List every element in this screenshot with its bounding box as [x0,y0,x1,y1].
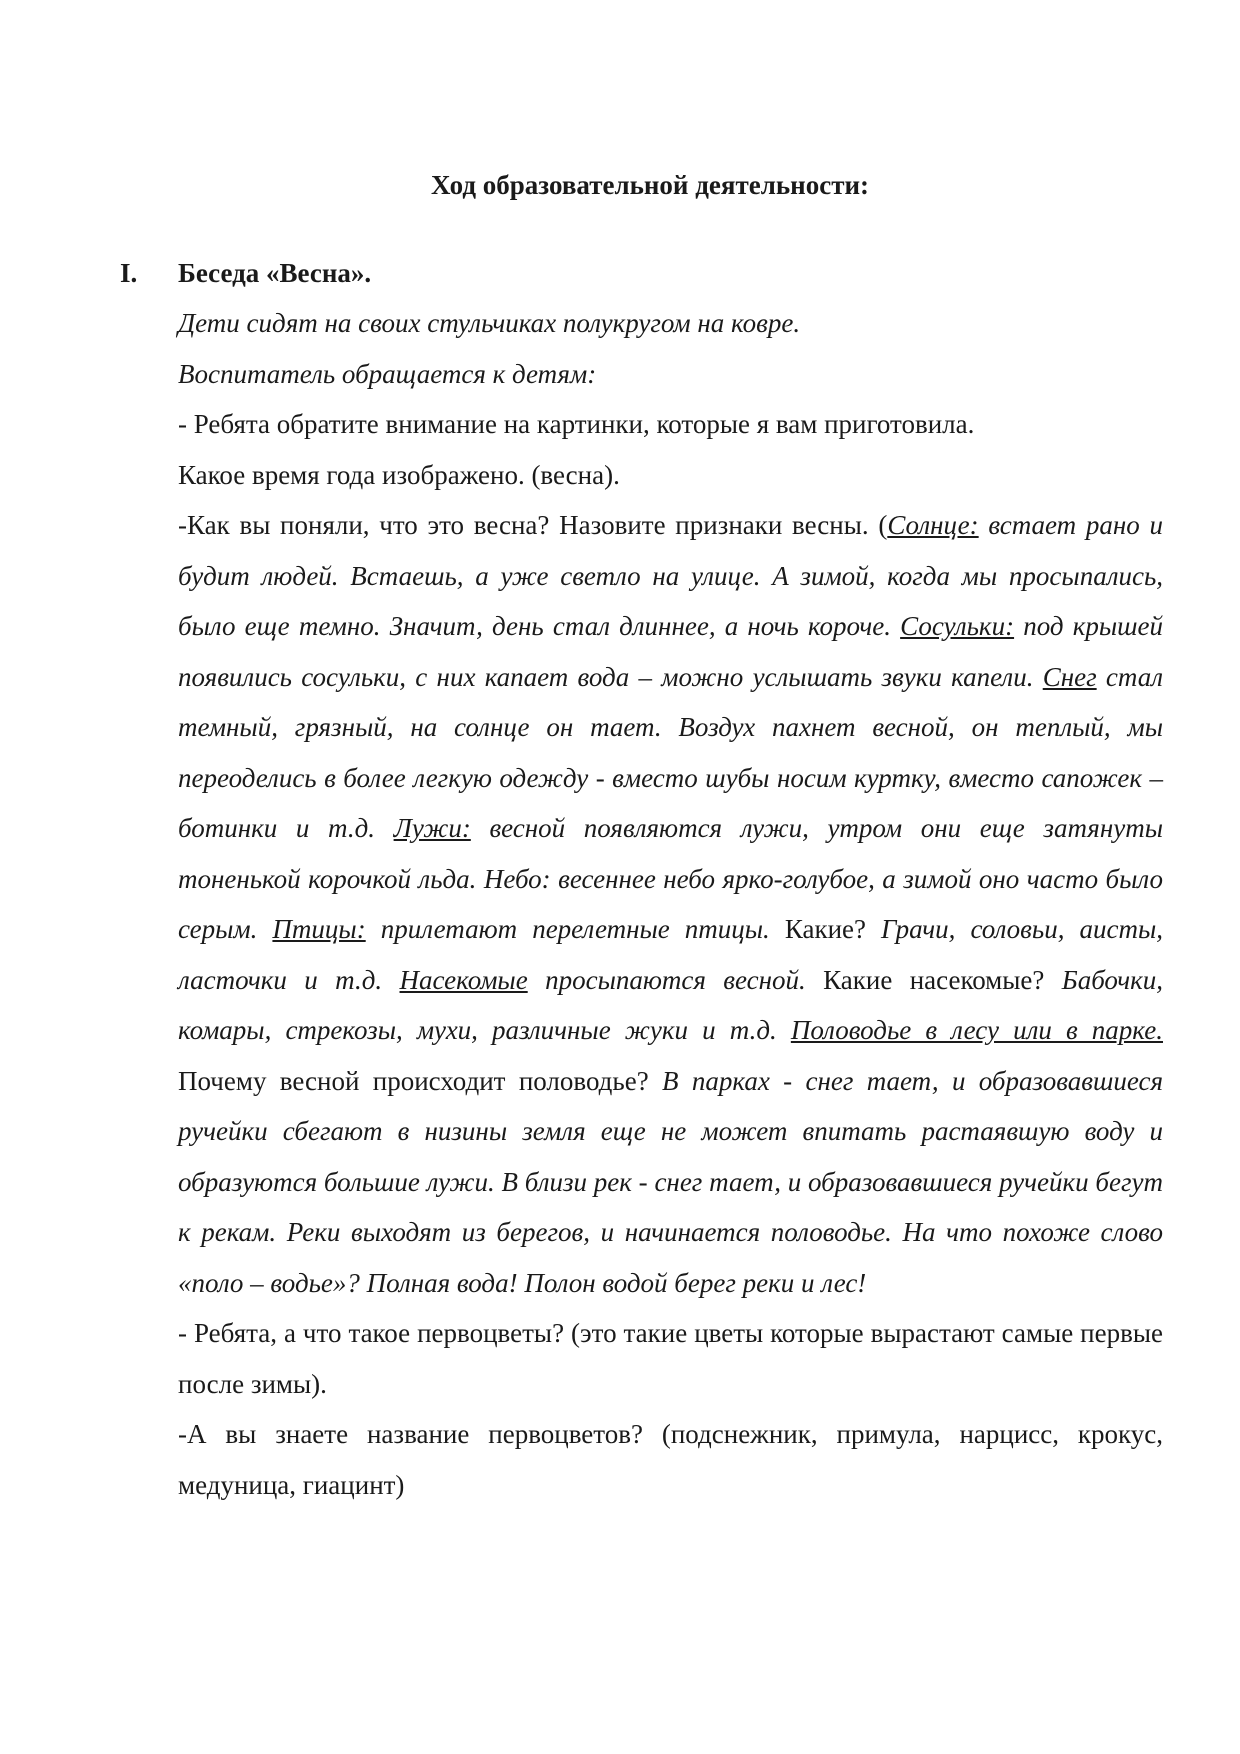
insects-question: Какие насекомые? [805,964,1062,995]
snow-label: Снег [1042,661,1097,692]
question-primrose-names: -А вы знаете название первоцветов? (подснежник, примула, нарцисс, крокус, медуница, гиацинт) [178,1419,1163,1500]
question-primroses: - Ребята, а что такое первоцветы? (это такие цветы которые вырастают самые первые после зимы). [178,1318,1163,1399]
intro-line-2: Воспитатель обращается к детям: [178,358,597,389]
question-pictures: - Ребята обратите внимание на картинки, которые я вам приготовила. [178,409,975,439]
insects-text: просыпаются весной. [527,964,806,995]
birds-label: Птицы: [272,914,366,944]
intro-line-1: Дети сидят на своих стульчиках полукругом на ковре. [178,308,801,338]
icicles-label: Сосульки: [900,611,1015,641]
insects-label: Насекомые [399,964,528,995]
section-number: I. [120,258,138,288]
birds-text: прилетают перелетные птицы. [365,914,770,944]
sun-label: Солнце: [887,510,979,540]
sun-text: встает рано и будит людей. Встаешь, а уже светло на улице. А зимой, когда мы просыпались, было еще темно. Значит, день стал длиннее, а ночь короче. [178,510,1163,641]
flood-label: Половодье в лесу или в парке. [790,1015,1163,1045]
snow-text: стал темный, грязный, на солнце он тает. Воздух пахнет весной, он теплый, мы переоделись в более легкую одежду - вместо шубы носим куртку, вместо сапожек – ботинки и т.д. [178,661,1163,843]
birds-answer: Грачи, соловьи, аисты, ласточки и т.д. [178,914,1163,995]
spring-signs-paragraph [178,500,1163,1308]
page-title: Ход образовательной деятельности: [430,170,870,200]
section-title: Беседа «Весна». [178,258,372,288]
birds-question: Какие? [769,914,882,944]
puddles-text: весной появляются лужи, утром они еще затянуты тоненькой корочкой льда. Небо: весеннее небо ярко-голубое, а зимой оно часто было серым. [178,813,1163,944]
signs-question: -Как вы поняли, что это весна? Назовите признаки весны. ( [178,510,888,540]
document-body [178,298,1163,1510]
icicles-text: под крышей появились сосульки, с них капает вода – можно услышать звуки капели. [178,611,1163,692]
insects-answer: Бабочки, комары, стрекозы, мухи, различные жуки и т.д. [178,964,1163,1045]
flood-answer: В парках - снег тает, и образовавшиеся ручейки сбегают в низины земля еще не может впитать растаявшую воду и образуются большие лужи. В близи рек - снег тает, и образовавшиеся ручейки бегут к рекам. Реки выходят из берегов, и начинается половодье. На что похоже слово «поло – водье»? Полная вода! Полон водой берег реки и лес! [178,1065,1163,1298]
question-season: Какое время года изображено. (весна). [178,459,620,490]
puddles-label: Лужи: [393,813,471,843]
flood-question: Почему весной происходит половодье? [178,1065,663,1096]
